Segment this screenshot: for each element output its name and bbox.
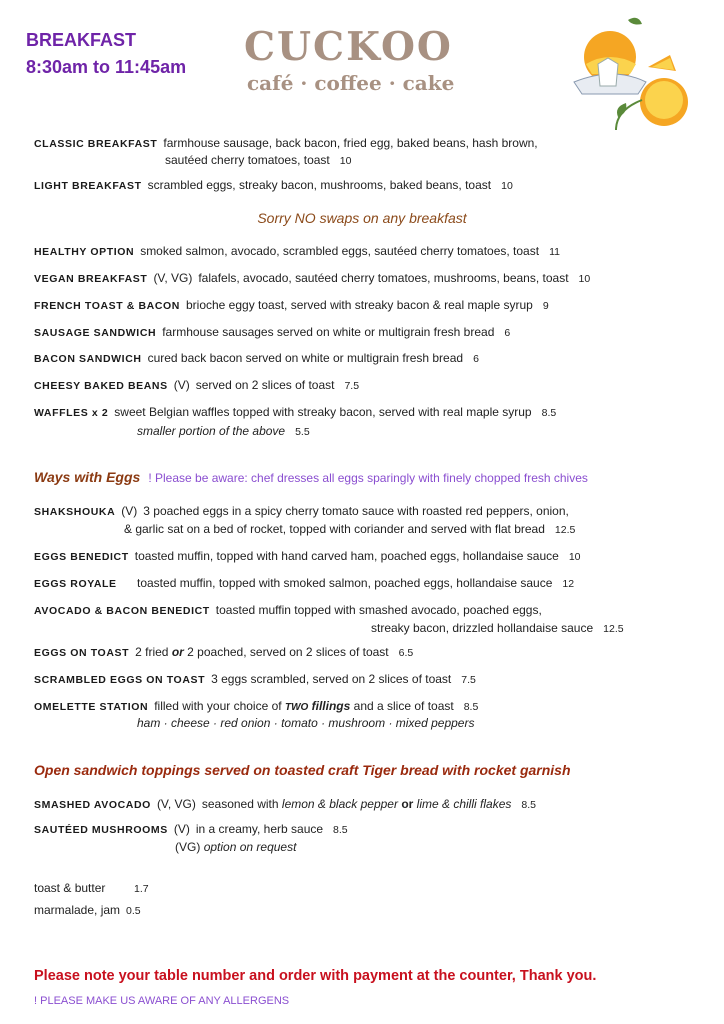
eggs-section-header: Ways with Eggs ! Please be aware: chef dresses all eggs sparingly with finely chopped fresh chives (34, 469, 588, 485)
menu-hours: 8:30am to 11:45am (26, 57, 187, 77)
menu-item-classic-breakfast-cont: sautéed cherry tomatoes, toast 10 (165, 153, 352, 167)
menu-item-smashed-avocado: SMASHED AVOCADO (V, VG) seasoned with lemon & black pepper or lime & chilli flakes 8.5 (34, 797, 536, 811)
menu-item-waffles-small: smaller portion of the above 5.5 (137, 424, 310, 438)
menu-item-omelette-station: OMELETTE STATION filled with your choice of TWO fillings and a slice of toast 8.5 (34, 699, 479, 713)
menu-item-vegan-breakfast: VEGAN BREAKFAST (V, VG) falafels, avocado, sautéed cherry tomatoes, mushrooms, beans, toast 10 (34, 271, 591, 285)
open-sandwich-header: Open sandwich toppings served on toasted craft Tiger bread with rocket garnish (34, 762, 571, 778)
menu-item-eggs-benedict: EGGS BENEDICT toasted muffin, topped with hand carved ham, poached eggs, hollandaise sauce 10 (34, 549, 581, 563)
mushrooms-vegan-option: (VG) option on request (175, 840, 297, 854)
menu-item-classic-breakfast: CLASSIC BREAKFAST farmhouse sausage, back bacon, fried egg, baked beans, hash brown, (34, 136, 538, 150)
no-swaps-note: Sorry NO swaps on any breakfast (257, 210, 467, 226)
menu-item-cheesy-beans: CHEESY BAKED BEANS (V) served on 2 slices of toast 7.5 (34, 378, 360, 392)
menu-item-avocado-bacon-cont: streaky bacon, drizzled hollandaise sauce 12.5 (371, 621, 624, 635)
price: 10 (501, 180, 513, 192)
menu-title: BREAKFAST (26, 30, 137, 50)
brand-logo: CUCKOO (244, 24, 453, 70)
price: 10 (339, 155, 352, 167)
brand-tagline: café · coffee · cake (247, 71, 455, 95)
omelette-fillings: ham · cheese · red onion · tomato · mushroom · mixed peppers (137, 716, 475, 730)
orange-juicer-illustration (566, 12, 696, 132)
menu-item-sauteed-mushrooms: SAUTÉED MUSHROOMS (V) in a creamy, herb sauce 8.5 (34, 822, 348, 836)
extra-toast-butter: toast & butter 1.7 (34, 881, 149, 895)
menu-item-healthy-option: HEALTHY OPTION smoked salmon, avocado, scrambled eggs, sautéed cherry tomatoes, toast 11 (34, 244, 560, 258)
menu-item-waffles: WAFFLES x 2 sweet Belgian waffles topped with streaky bacon, served with real maple syrup 8.5 (34, 405, 557, 419)
menu-item-eggs-on-toast: EGGS ON TOAST 2 fried or 2 poached, served on 2 slices of toast 6.5 (34, 645, 414, 659)
menu-item-sausage-sandwich: SAUSAGE SANDWICH farmhouse sausages served on white or multigrain fresh bread 6 (34, 325, 511, 339)
menu-item-scrambled-eggs: SCRAMBLED EGGS ON TOAST 3 eggs scrambled, served on 2 slices of toast 7.5 (34, 672, 476, 686)
menu-item-french-toast: FRENCH TOAST & BACON brioche eggy toast, served with streaky bacon & real maple syrup 9 (34, 298, 549, 312)
menu-item-light-breakfast: LIGHT BREAKFAST scrambled eggs, streaky bacon, mushrooms, baked beans, toast 10 (34, 178, 513, 192)
menu-item-eggs-royale: EGGS ROYALE toasted muffin, topped with smoked salmon, poached eggs, hollandaise sauce 12 (34, 576, 575, 590)
allergen-notice: ! PLEASE MAKE US AWARE OF ANY ALLERGENS (34, 995, 290, 1007)
menu-item-shakshouka: SHAKSHOUKA (V) 3 poached eggs in a spicy cherry tomato sauce with roasted red peppers, onion, (34, 504, 569, 518)
extra-marmalade-jam: marmalade, jam 0.5 (34, 903, 141, 917)
order-instructions: Please note your table number and order with payment at the counter, Thank you. (34, 968, 597, 984)
menu-item-bacon-sandwich: BACON SANDWICH cured back bacon served on white or multigrain fresh bread 6 (34, 351, 479, 365)
menu-item-shakshouka-cont: & garlic sat on a bed of rocket, topped with coriander and served with flat bread 12.5 (124, 522, 576, 536)
menu-item-avocado-bacon-benedict: AVOCADO & BACON BENEDICT toasted muffin topped with smashed avocado, poached eggs, (34, 603, 542, 617)
